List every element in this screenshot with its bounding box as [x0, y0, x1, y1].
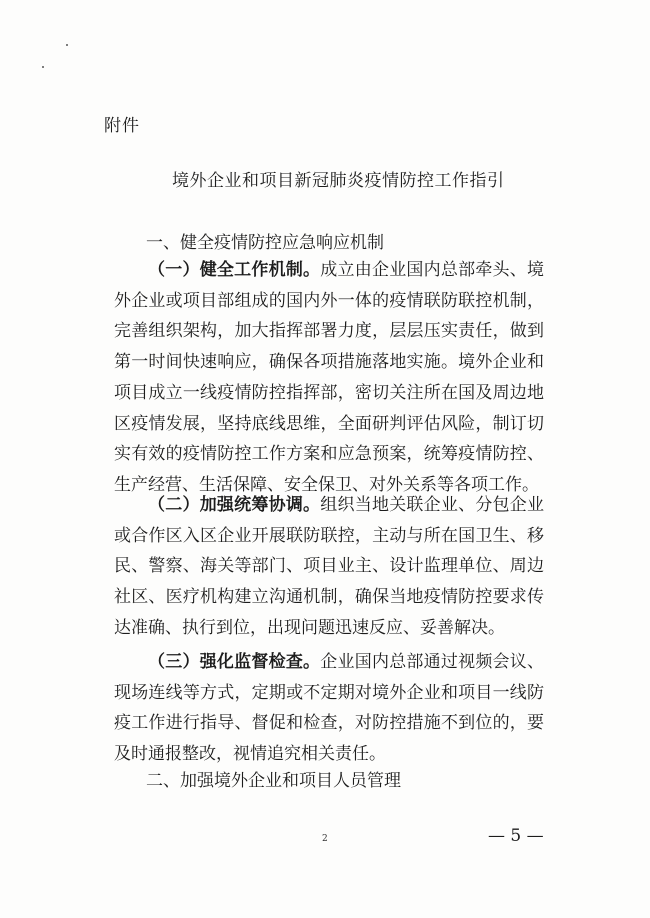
section-heading-2: 二、加强境外企业和项目人员管理: [146, 771, 401, 791]
page-number: — 5 —: [488, 826, 544, 846]
scan-speck: [66, 44, 68, 46]
scan-speck: [42, 66, 44, 68]
attachment-label: 附件: [104, 116, 140, 136]
item-number: （三）: [148, 652, 200, 672]
document-title: 境外企业和项目新冠肺炎疫情防控工作指引: [172, 171, 505, 191]
item-number: （二）: [148, 495, 200, 515]
paragraph-3: [114, 647, 544, 770]
item-lead: 健全工作机制。: [199, 260, 321, 280]
item-body: 企业国内总部通过视频会议、现场连线等方式，定期或不定期对境外企业和项目一线防疫工作进行指导、督促和检查，对防控措施不到位的，要及时通报整改，视情追究相关责任。: [114, 652, 545, 765]
item-body: 成立由企业国内总部牵头、境外企业或项目部组成的国内外一体的疫情联防联控机制，完善组织架构，加大指挥部署力度，层层压实责任，做到第一时间快速响应，确保各项措施落地实施。境外企业和项目成立一线疫情防控指挥部，密切关注所在国及周边地区疫情发展，坚持底线思维，全面研判评估风险，制订切实有效的疫情防控工作方案和应急预案，统筹疫情防控、生产经营、生活保障、安全保卫、对外关系等各项工作。: [114, 260, 545, 495]
page-mark: 2: [322, 834, 328, 844]
section-heading-1: 一、健全疫情防控应急响应机制: [146, 233, 384, 253]
item-lead: 加强统筹协调。: [199, 495, 321, 515]
item-number: （一）: [148, 260, 200, 280]
item-lead: 强化监督检查。: [199, 652, 321, 672]
paragraph-1: [114, 255, 544, 501]
item-body: 组织当地关联企业、分包企业或合作区入区企业开展联防联控，主动与所在国卫生、移民、警察、海关等部门、项目业主、设计监理单位、周边社区、医疗机构建立沟通机制，确保当地疫情防控要求传达准确、执行到位，出现问题迅速反应、妥善解决。: [114, 495, 545, 638]
paragraph-2: [114, 490, 544, 644]
